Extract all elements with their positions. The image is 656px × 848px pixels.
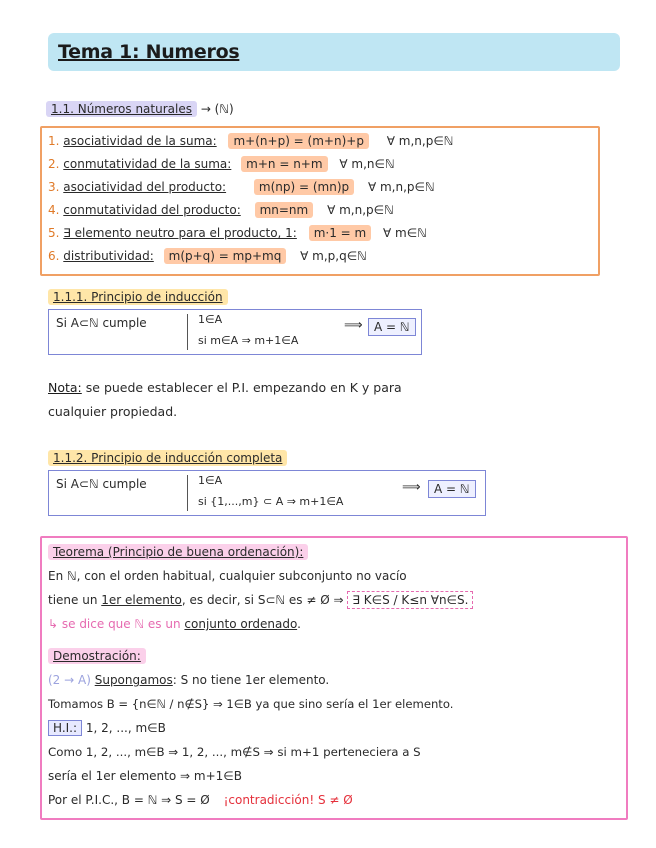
note-line-2: cualquier propiedad. bbox=[48, 404, 178, 419]
property-item bbox=[48, 134, 453, 148]
property-formula: m+n = n+m bbox=[241, 156, 327, 172]
induction-lead: Si A⊂ℕ cumple bbox=[56, 316, 147, 330]
theorem-text: . bbox=[297, 617, 301, 631]
property-text: conmutatividad de la suma: bbox=[63, 157, 232, 171]
section-heading-1-1 bbox=[46, 102, 234, 116]
complete-induction-condition-2: si {1,...,m} ⊂ A ⇒ m+1∈A bbox=[198, 495, 344, 508]
demo-line-6 bbox=[48, 793, 353, 807]
demo-label: Demostración: bbox=[48, 648, 146, 664]
property-item bbox=[48, 157, 395, 171]
property-item bbox=[48, 203, 394, 217]
demo-text: : S no tiene 1er elemento. bbox=[172, 673, 330, 687]
induction-condition-1: 1∈A bbox=[198, 313, 223, 326]
property-number: 2. bbox=[48, 157, 60, 171]
hypothesis-label: H.I.: bbox=[48, 720, 82, 736]
property-number: 3. bbox=[48, 180, 60, 194]
theorem-text: ↳ se dice que ℕ es un bbox=[48, 617, 181, 631]
property-quantifier: ∀ m,p,q∈ℕ bbox=[300, 249, 367, 263]
subsection-label: 1.1.2. Principio de inducción completa bbox=[48, 450, 287, 466]
demo-line-4: Como 1, 2, ..., m∈B ⇒ 1, 2, ..., m∉S ⇒ si m+1 perteneciera a S bbox=[48, 745, 421, 759]
demo-direction: (2 → A) bbox=[48, 673, 91, 687]
property-number: 4. bbox=[48, 203, 60, 217]
complete-induction-lead: Si A⊂ℕ cumple bbox=[56, 477, 147, 491]
property-formula: m·1 = m bbox=[309, 225, 372, 241]
theorem-line-3 bbox=[48, 617, 301, 631]
property-quantifier: ∀ m,n∈ℕ bbox=[339, 157, 395, 171]
subsection-heading-1-1-2 bbox=[48, 451, 287, 465]
section-suffix: → (ℕ) bbox=[200, 102, 234, 116]
property-quantifier: ∀ m∈ℕ bbox=[383, 226, 427, 240]
theorem-line-2 bbox=[48, 593, 473, 607]
property-formula: mn=nm bbox=[255, 202, 314, 218]
brace bbox=[187, 475, 194, 511]
property-text: asociatividad del producto: bbox=[63, 180, 227, 194]
property-item bbox=[48, 249, 367, 263]
theorem-emphasis: conjunto ordenado bbox=[184, 617, 298, 631]
demo-text: Por el P.I.C., B = ℕ ⇒ S = Ø bbox=[48, 793, 210, 807]
property-text: distributividad: bbox=[63, 249, 154, 263]
contradiction-text: ¡contradicción! S ≠ Ø bbox=[223, 793, 353, 807]
property-text: ∃ elemento neutro para el producto, 1: bbox=[63, 226, 297, 240]
complete-induction-condition-1: 1∈A bbox=[198, 474, 223, 487]
demo-line-3 bbox=[48, 721, 166, 735]
property-number: 6. bbox=[48, 249, 60, 263]
property-item bbox=[48, 226, 427, 240]
theorem-emphasis: 1er elemento bbox=[101, 593, 182, 607]
implies-arrow: ⟹ bbox=[344, 318, 363, 333]
theorem-text: tiene un bbox=[48, 593, 98, 607]
subsection-heading-1-1-1 bbox=[48, 290, 228, 304]
demo-text: 1, 2, ..., m∈B bbox=[85, 721, 166, 735]
property-quantifier: ∀ m,n,p∈ℕ bbox=[386, 134, 454, 148]
implies-arrow: ⟹ bbox=[402, 480, 421, 495]
section-label: 1.1. Números naturales bbox=[46, 101, 197, 117]
induction-condition-2: si m∈A ⇒ m+1∈A bbox=[198, 334, 299, 347]
demo-line-2: Tomamos B = {n∈ℕ / n∉S} ⇒ 1∈B ya que sino sería el 1er elemento. bbox=[48, 697, 454, 711]
induction-result: A = ℕ bbox=[368, 318, 416, 336]
property-quantifier: ∀ m,n,p∈ℕ bbox=[367, 180, 435, 194]
property-formula: m(p+q) = mp+mq bbox=[164, 248, 287, 264]
property-text: conmutatividad del producto: bbox=[63, 203, 241, 217]
theorem-line-1: En ℕ, con el orden habitual, cualquier subconjunto no vacío bbox=[48, 569, 407, 583]
theorem-heading bbox=[48, 545, 308, 559]
demo-heading bbox=[48, 649, 146, 663]
subsection-label: 1.1.1. Principio de inducción bbox=[48, 289, 228, 305]
property-text: asociatividad de la suma: bbox=[63, 134, 217, 148]
page-title: Tema 1: Numeros bbox=[58, 41, 240, 63]
theorem-statement: ∃ K∈S / K≤n ∀n∈S. bbox=[347, 591, 473, 609]
demo-line-5: sería el 1er elemento ⇒ m+1∈B bbox=[48, 769, 242, 783]
demo-emphasis: Supongamos bbox=[94, 673, 173, 687]
complete-induction-result: A = ℕ bbox=[428, 480, 476, 498]
theorem-label: Teorema (Principio de buena ordenación): bbox=[48, 544, 308, 560]
note-label: Nota: bbox=[48, 380, 82, 395]
property-number: 5. bbox=[48, 226, 60, 240]
note-text: se puede establecer el P.I. empezando en K y para bbox=[85, 380, 402, 395]
property-quantifier: ∀ m,n,p∈ℕ bbox=[327, 203, 394, 217]
property-formula: m+(n+p) = (m+n)+p bbox=[228, 133, 368, 149]
brace bbox=[187, 314, 194, 350]
demo-line-1 bbox=[48, 673, 329, 687]
property-number: 1. bbox=[48, 134, 60, 148]
property-item bbox=[48, 180, 435, 194]
theorem-text: , es decir, si S⊂ℕ es ≠ Ø ⇒ bbox=[181, 593, 344, 607]
note-line-1 bbox=[48, 380, 402, 395]
property-formula: m(np) = (mn)p bbox=[254, 179, 354, 195]
